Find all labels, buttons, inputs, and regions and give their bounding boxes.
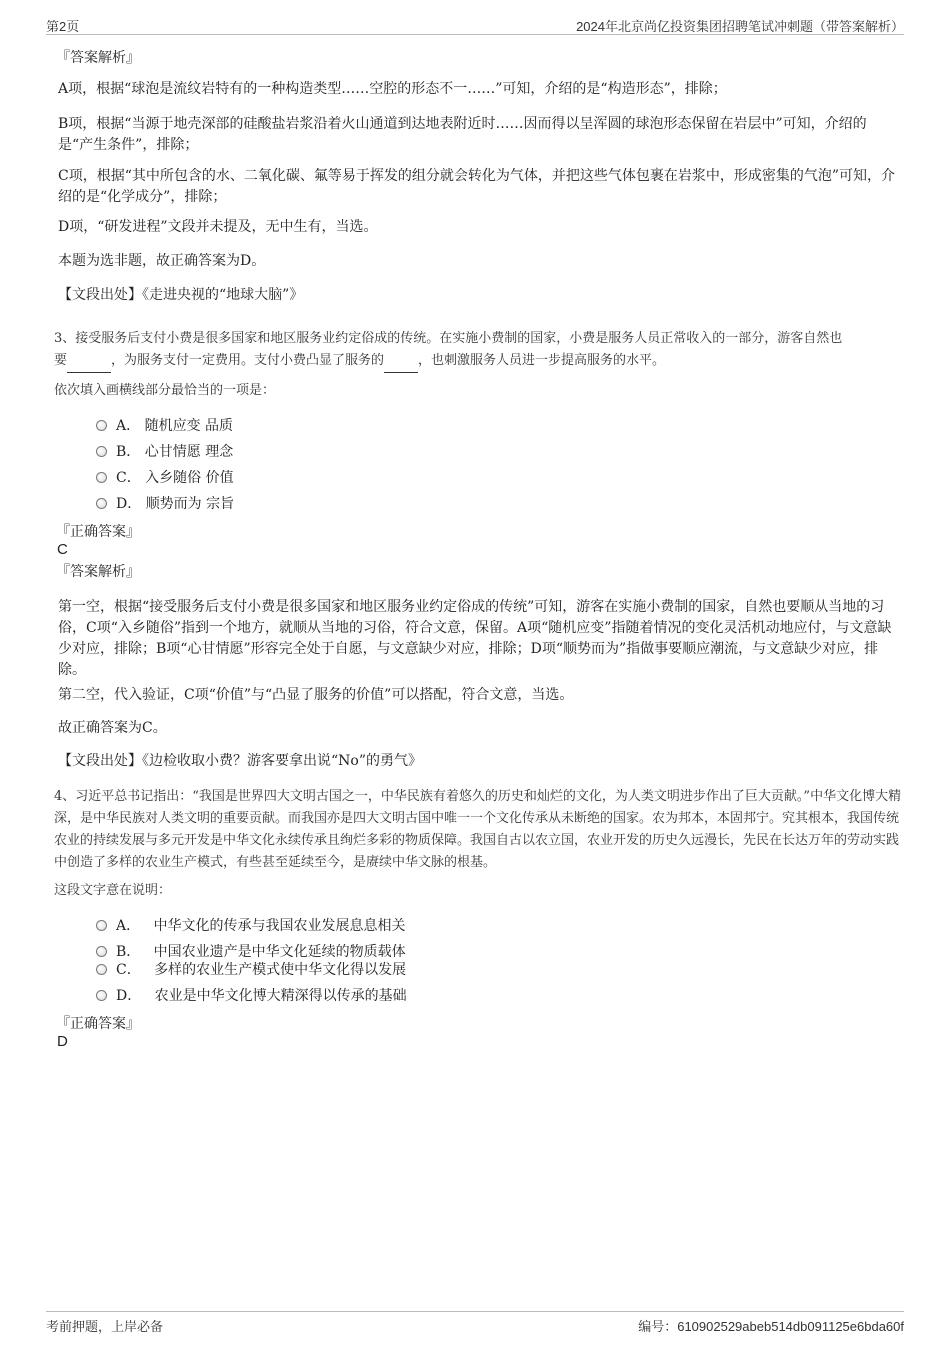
q3-stem-line1: 3、接受服务后支付小费是很多国家和地区服务业约定俗成的传统。在实施小费制的国家，小费是服务人员正常收入的一部分，游客自然也 bbox=[54, 331, 843, 346]
q3-prompt: 依次填入画横线部分最恰当的一项是： bbox=[54, 383, 276, 398]
radio-icon[interactable] bbox=[96, 498, 107, 509]
radio-icon[interactable] bbox=[96, 472, 107, 483]
q2-analysis-b: B项，根据“当源于地壳深部的硅酸盐岩浆沿着火山通道到达地表附近时……因而得以呈浑圆的球泡形态保留在岩层中”可知，介绍的是“产生条件”，排除； bbox=[58, 116, 867, 153]
q4-option-d[interactable] bbox=[96, 986, 407, 1006]
q2-source: 【文段出处】《走进央视的“地球大脑”》 bbox=[58, 287, 304, 303]
q3-option-a[interactable] bbox=[96, 416, 233, 436]
footer-serial: 编号：610902529abeb514db091125e6bda60f bbox=[638, 1319, 904, 1334]
page-header bbox=[46, 14, 904, 35]
q3-analysis-label: 『答案解析』 bbox=[56, 564, 140, 580]
q3-stem bbox=[54, 328, 904, 373]
option-key: A． bbox=[116, 418, 141, 434]
q3-answer-label: 『正确答案』 bbox=[56, 524, 140, 540]
q2-conclusion: 本题为选非题，故正确答案为D。 bbox=[58, 253, 266, 269]
blank-1 bbox=[67, 350, 111, 373]
radio-icon[interactable] bbox=[96, 446, 107, 457]
q3-analysis-2: 第二空，代入验证，C项“价值”与“凸显了服务的价值”可以搭配，符合文意，当选。 bbox=[58, 687, 574, 703]
radio-icon[interactable] bbox=[96, 920, 107, 931]
option-text: 随机应变 品质 bbox=[144, 418, 234, 434]
option-text: 多样的农业生产模式使中华文化得以发展 bbox=[154, 962, 407, 978]
option-key: C． bbox=[116, 470, 141, 486]
option-key: A． bbox=[116, 918, 141, 934]
q4-option-c[interactable] bbox=[96, 960, 406, 980]
document-title: 2024年北京尚亿投资集团招聘笔试冲刺题（带答案解析） bbox=[576, 19, 904, 34]
q3-option-b[interactable] bbox=[96, 442, 233, 462]
page-footer bbox=[46, 1311, 904, 1334]
q3-analysis-1: 第一空，根据“接受服务后支付小费是很多国家和地区服务业约定俗成的传统”可知，游客在实施小费制的国家，自然也要顺从当地的习俗，C项“入乡随俗”指到一个地方，就顺从当地的习俗，符合文意，保留。A项“随机应变”指随着情况的变化灵活机动地应付，与文意缺少对应，排除；B项“心甘情愿”形容完全处于自愿，与文意缺少对应，排除；D项“顺势而为”指做事要顺应潮流，与文意缺少对应，排除。 bbox=[58, 599, 892, 678]
q3-option-c[interactable] bbox=[96, 468, 234, 488]
option-key: C． bbox=[116, 962, 141, 978]
q3-conclusion: 故正确答案为C。 bbox=[58, 720, 167, 736]
option-key: D． bbox=[116, 988, 142, 1004]
option-text: 中华文化的传承与我国农业发展息息相关 bbox=[153, 918, 406, 934]
blank-2 bbox=[384, 350, 418, 373]
q2-analysis-label: 『答案解析』 bbox=[56, 50, 140, 66]
option-text: 中国农业遗产是中华文化延续的物质载体 bbox=[153, 944, 406, 960]
option-key: B． bbox=[116, 944, 141, 960]
q3-stem-line2 bbox=[54, 350, 904, 373]
q3-source: 【文段出处】《边检收取小费？游客要拿出说“No”的勇气》 bbox=[58, 753, 422, 769]
q2-analysis-a: A项，根据“球泡是流纹岩特有的一种构造类型……空腔的形态不一……”可知，介绍的是“构造形态”，排除； bbox=[58, 81, 727, 97]
q3-answer: C bbox=[57, 541, 68, 558]
radio-icon[interactable] bbox=[96, 420, 107, 431]
q3-option-d[interactable] bbox=[96, 494, 234, 514]
q4-answer-label: 『正确答案』 bbox=[56, 1016, 140, 1032]
q4-answer: D bbox=[57, 1033, 68, 1050]
q2-analysis-c: C项，根据“其中所包含的水、二氧化碳、氟等易于挥发的组分就会转化为气体，并把这些气体包裹在岩浆中，形成密集的气泡”可知，介绍的是“化学成分”，排除； bbox=[58, 168, 896, 205]
option-key: D． bbox=[116, 496, 142, 512]
radio-icon[interactable] bbox=[96, 990, 107, 1001]
q4-stem: 4、习近平总书记指出：“我国是世界四大文明古国之一，中华民族有着悠久的历史和灿烂的文化，为人类文明进步作出了巨大贡献。”中华文化博大精深，是中华民族对人类文明的重要贡献。而我国亦是四大文明古国中唯一一个文化传承从未断绝的国家。农为邦本，本固邦宁。究其根本，我国传统农业的持续发展与多元开发是中华文化永续传承且绚烂多彩的物质保障。我国自古以农立国，农业开发的历史久远漫长，先民在长达万年的劳动实践中创造了多样的农业生产模式，有些甚至延续至今，是赓续中华文脉的根基。 bbox=[54, 789, 902, 870]
option-text: 心甘情愿 理念 bbox=[144, 444, 234, 460]
q4-option-a[interactable] bbox=[96, 916, 405, 936]
q3-stem-part-b: ，为服务支付一定费用。支付小费凸显了服务的 bbox=[111, 353, 385, 368]
radio-icon[interactable] bbox=[96, 964, 107, 975]
q4-option-b[interactable] bbox=[96, 942, 406, 962]
radio-icon[interactable] bbox=[96, 946, 107, 957]
option-text: 顺势而为 宗旨 bbox=[145, 496, 235, 512]
q2-analysis-d: D项，“研发进程”文段并未提及，无中生有，当选。 bbox=[58, 219, 378, 235]
footer-slogan: 考前押题，上岸必备 bbox=[46, 1319, 164, 1334]
option-text: 农业是中华文化博大精深得以传承的基础 bbox=[154, 988, 407, 1004]
option-text: 入乡随俗 价值 bbox=[145, 470, 234, 486]
q3-stem-part-c: ，也刺激服务人员进一步提高服务的水平。 bbox=[418, 353, 666, 368]
q4-prompt: 这段文字意在说明： bbox=[54, 883, 172, 898]
page-number: 第2页 bbox=[46, 19, 80, 34]
option-key: B． bbox=[116, 444, 141, 460]
q3-stem-part-a: 要 bbox=[54, 353, 68, 368]
